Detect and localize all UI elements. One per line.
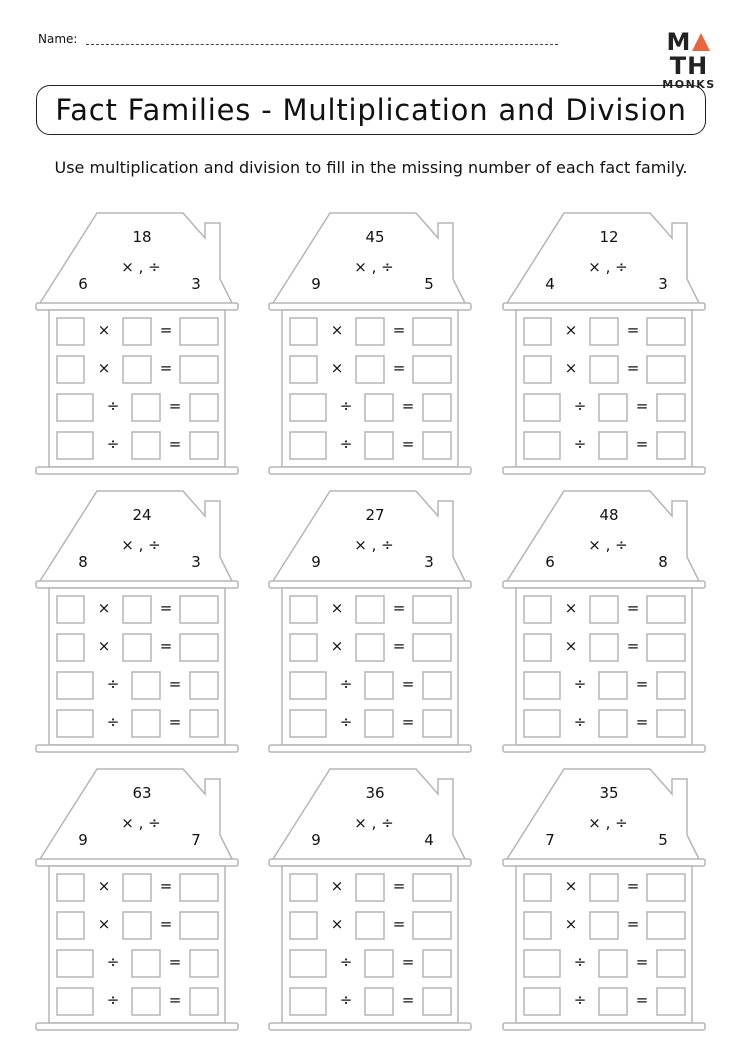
answer-box[interactable]	[290, 874, 317, 901]
name-label: Name:	[38, 32, 78, 46]
factor-left: 9	[311, 553, 321, 571]
answer-box[interactable]	[423, 710, 451, 737]
times-sign: ×	[564, 637, 578, 655]
equals-sign: =	[168, 991, 182, 1009]
answer-box[interactable]	[290, 596, 317, 623]
answer-box[interactable]	[57, 634, 84, 661]
divide-sign: ÷	[106, 953, 120, 971]
divide-sign: ÷	[339, 675, 353, 693]
product-number: 36	[365, 784, 385, 802]
operations-label: × , ÷	[588, 536, 628, 554]
answer-box[interactable]	[599, 710, 627, 737]
answer-box[interactable]	[132, 710, 160, 737]
operations-label: × , ÷	[354, 536, 394, 554]
factor-right: 3	[424, 553, 434, 571]
equals-sign: =	[401, 675, 415, 693]
times-sign: ×	[330, 359, 344, 377]
factor-left: 8	[78, 553, 88, 571]
answer-box[interactable]	[123, 912, 151, 939]
operations-label: × , ÷	[588, 258, 628, 276]
house-outline	[233, 756, 473, 1036]
divide-sign: ÷	[573, 675, 587, 693]
divide-sign: ÷	[106, 675, 120, 693]
answer-box[interactable]	[190, 950, 218, 977]
times-sign: ×	[564, 877, 578, 895]
name-input-line[interactable]	[86, 44, 558, 45]
answer-box[interactable]	[647, 634, 685, 661]
divide-sign: ÷	[573, 435, 587, 453]
times-sign: ×	[564, 599, 578, 617]
answer-box[interactable]	[290, 318, 317, 345]
times-sign: ×	[330, 599, 344, 617]
answer-box[interactable]	[599, 672, 627, 699]
divide-sign: ÷	[106, 435, 120, 453]
answer-box[interactable]	[423, 988, 451, 1015]
answer-box[interactable]	[123, 596, 151, 623]
equals-sign: =	[168, 397, 182, 415]
answer-box[interactable]	[180, 318, 218, 345]
divide-sign: ÷	[339, 991, 353, 1009]
divide-sign: ÷	[573, 397, 587, 415]
equals-sign: =	[168, 435, 182, 453]
factor-left: 4	[545, 275, 555, 293]
equals-sign: =	[392, 637, 406, 655]
answer-box[interactable]	[356, 912, 384, 939]
answer-box[interactable]	[524, 318, 551, 345]
divide-sign: ÷	[573, 953, 587, 971]
answer-box[interactable]	[524, 988, 560, 1015]
fact-family-house	[233, 756, 473, 1036]
product-number: 63	[132, 784, 152, 802]
answer-box[interactable]	[290, 912, 317, 939]
factor-right: 3	[191, 553, 201, 571]
fact-family-house	[0, 478, 240, 758]
answer-box[interactable]	[290, 356, 317, 383]
answer-box[interactable]	[132, 950, 160, 977]
answer-box[interactable]	[180, 634, 218, 661]
equals-sign: =	[159, 359, 173, 377]
answer-box[interactable]	[524, 672, 560, 699]
equals-sign: =	[392, 877, 406, 895]
answer-box[interactable]	[524, 394, 560, 421]
divide-sign: ÷	[339, 953, 353, 971]
equals-sign: =	[626, 637, 640, 655]
answer-box[interactable]	[356, 874, 384, 901]
answer-box[interactable]	[413, 634, 451, 661]
answer-box[interactable]	[57, 988, 93, 1015]
fact-family-house	[233, 200, 473, 480]
answer-box[interactable]	[365, 950, 393, 977]
equals-sign: =	[635, 991, 649, 1009]
equals-sign: =	[392, 359, 406, 377]
product-number: 12	[599, 228, 619, 246]
equals-sign: =	[401, 397, 415, 415]
equals-sign: =	[635, 713, 649, 731]
equals-sign: =	[626, 915, 640, 933]
equals-sign: =	[401, 991, 415, 1009]
answer-box[interactable]	[599, 988, 627, 1015]
equals-sign: =	[635, 953, 649, 971]
divide-sign: ÷	[339, 435, 353, 453]
answer-box[interactable]	[365, 432, 393, 459]
factor-left: 6	[545, 553, 555, 571]
answer-box[interactable]	[290, 432, 326, 459]
answer-box[interactable]	[290, 394, 326, 421]
answer-box[interactable]	[356, 356, 384, 383]
times-sign: ×	[97, 359, 111, 377]
answer-box[interactable]	[123, 634, 151, 661]
answer-box[interactable]	[57, 874, 84, 901]
equals-sign: =	[401, 953, 415, 971]
times-sign: ×	[330, 877, 344, 895]
answer-box[interactable]	[524, 356, 551, 383]
equals-sign: =	[159, 637, 173, 655]
answer-box[interactable]	[590, 318, 618, 345]
answer-box[interactable]	[590, 634, 618, 661]
answer-box[interactable]	[132, 394, 160, 421]
answer-box[interactable]	[647, 912, 685, 939]
equals-sign: =	[159, 915, 173, 933]
answer-box[interactable]	[57, 596, 84, 623]
answer-box[interactable]	[647, 874, 685, 901]
equals-sign: =	[635, 675, 649, 693]
answer-box[interactable]	[356, 318, 384, 345]
times-sign: ×	[97, 915, 111, 933]
equals-sign: =	[401, 713, 415, 731]
answer-box[interactable]	[599, 950, 627, 977]
answer-box[interactable]	[647, 318, 685, 345]
answer-box[interactable]	[365, 988, 393, 1015]
answer-box[interactable]	[657, 394, 685, 421]
answer-box[interactable]	[290, 672, 326, 699]
equals-sign: =	[168, 713, 182, 731]
divide-sign: ÷	[339, 713, 353, 731]
factor-right: 4	[424, 831, 434, 849]
answer-box[interactable]	[365, 394, 393, 421]
instructions: Use multiplication and division to fill in the missing number of each fact family.	[54, 158, 688, 177]
product-number: 24	[132, 506, 152, 524]
operations-label: × , ÷	[121, 258, 161, 276]
product-number: 27	[365, 506, 385, 524]
answer-box[interactable]	[657, 432, 685, 459]
times-sign: ×	[330, 321, 344, 339]
answer-box[interactable]	[657, 988, 685, 1015]
answer-box[interactable]	[599, 394, 627, 421]
answer-box[interactable]	[290, 988, 326, 1015]
answer-box[interactable]	[132, 432, 160, 459]
divide-sign: ÷	[106, 991, 120, 1009]
times-sign: ×	[97, 599, 111, 617]
factor-left: 9	[311, 831, 321, 849]
answer-box[interactable]	[132, 988, 160, 1015]
house-outline	[467, 478, 707, 758]
equals-sign: =	[626, 877, 640, 895]
math-monks-logo: MTH MONKS	[662, 28, 716, 91]
fact-family-house	[467, 478, 707, 758]
house-outline	[467, 200, 707, 480]
answer-box[interactable]	[57, 394, 93, 421]
answer-box[interactable]	[180, 356, 218, 383]
answer-box[interactable]	[423, 672, 451, 699]
answer-box[interactable]	[413, 874, 451, 901]
answer-box[interactable]	[57, 672, 93, 699]
divide-sign: ÷	[106, 713, 120, 731]
equals-sign: =	[626, 599, 640, 617]
answer-box[interactable]	[123, 874, 151, 901]
equals-sign: =	[168, 675, 182, 693]
answer-box[interactable]	[413, 356, 451, 383]
answer-box[interactable]	[180, 874, 218, 901]
answer-box[interactable]	[590, 912, 618, 939]
factor-left: 6	[78, 275, 88, 293]
equals-sign: =	[635, 397, 649, 415]
equals-sign: =	[626, 359, 640, 377]
answer-box[interactable]	[524, 432, 560, 459]
answer-box[interactable]	[524, 710, 560, 737]
times-sign: ×	[564, 915, 578, 933]
answer-box[interactable]	[413, 912, 451, 939]
answer-box[interactable]	[647, 596, 685, 623]
answer-box[interactable]	[180, 596, 218, 623]
operations-label: × , ÷	[121, 814, 161, 832]
times-sign: ×	[564, 321, 578, 339]
times-sign: ×	[97, 877, 111, 895]
answer-box[interactable]	[423, 432, 451, 459]
answer-box[interactable]	[57, 318, 84, 345]
answer-box[interactable]	[123, 318, 151, 345]
answer-box[interactable]	[57, 356, 84, 383]
product-number: 35	[599, 784, 619, 802]
answer-box[interactable]	[423, 394, 451, 421]
times-sign: ×	[330, 637, 344, 655]
answer-box[interactable]	[647, 356, 685, 383]
house-outline	[0, 756, 240, 1036]
house-outline	[0, 200, 240, 480]
answer-box[interactable]	[190, 710, 218, 737]
answer-box[interactable]	[180, 912, 218, 939]
answer-box[interactable]	[524, 634, 551, 661]
equals-sign: =	[159, 321, 173, 339]
equals-sign: =	[168, 953, 182, 971]
answer-box[interactable]	[590, 356, 618, 383]
factor-right: 3	[191, 275, 201, 293]
equals-sign: =	[392, 599, 406, 617]
answer-box[interactable]	[190, 394, 218, 421]
answer-box[interactable]	[190, 432, 218, 459]
operations-label: × , ÷	[354, 814, 394, 832]
answer-box[interactable]	[657, 950, 685, 977]
equals-sign: =	[392, 321, 406, 339]
divide-sign: ÷	[573, 713, 587, 731]
fact-family-house	[467, 200, 707, 480]
factor-right: 8	[658, 553, 668, 571]
house-outline	[233, 200, 473, 480]
answer-box[interactable]	[423, 950, 451, 977]
times-sign: ×	[97, 321, 111, 339]
answer-box[interactable]	[524, 950, 560, 977]
answer-box[interactable]	[524, 874, 551, 901]
times-sign: ×	[97, 637, 111, 655]
divide-sign: ÷	[573, 991, 587, 1009]
house-outline	[233, 478, 473, 758]
operations-label: × , ÷	[588, 814, 628, 832]
answer-box[interactable]	[123, 356, 151, 383]
equals-sign: =	[159, 599, 173, 617]
equals-sign: =	[626, 321, 640, 339]
answer-box[interactable]	[57, 710, 93, 737]
answer-box[interactable]	[290, 710, 326, 737]
answer-box[interactable]	[356, 596, 384, 623]
fact-family-house	[0, 200, 240, 480]
answer-box[interactable]	[190, 672, 218, 699]
equals-sign: =	[635, 435, 649, 453]
house-outline	[467, 756, 707, 1036]
operations-label: × , ÷	[121, 536, 161, 554]
fact-family-house	[0, 756, 240, 1036]
answer-box[interactable]	[57, 432, 93, 459]
answer-box[interactable]	[290, 950, 326, 977]
answer-box[interactable]	[524, 912, 551, 939]
answer-box[interactable]	[365, 710, 393, 737]
fact-family-house	[467, 756, 707, 1036]
fact-family-house	[233, 478, 473, 758]
divide-sign: ÷	[339, 397, 353, 415]
equals-sign: =	[401, 435, 415, 453]
product-number: 45	[365, 228, 385, 246]
house-outline	[0, 478, 240, 758]
answer-box[interactable]	[413, 318, 451, 345]
factor-right: 3	[658, 275, 668, 293]
equals-sign: =	[159, 877, 173, 895]
answer-box[interactable]	[290, 634, 317, 661]
factor-left: 7	[545, 831, 555, 849]
operations-label: × , ÷	[354, 258, 394, 276]
answer-box[interactable]	[132, 672, 160, 699]
factor-right: 5	[658, 831, 668, 849]
factor-left: 9	[311, 275, 321, 293]
factor-right: 7	[191, 831, 201, 849]
answer-box[interactable]	[57, 912, 84, 939]
answer-box[interactable]	[599, 432, 627, 459]
answer-box[interactable]	[365, 672, 393, 699]
answer-box[interactable]	[190, 988, 218, 1015]
times-sign: ×	[330, 915, 344, 933]
answer-box[interactable]	[590, 874, 618, 901]
answer-box[interactable]	[524, 596, 551, 623]
product-number: 18	[132, 228, 152, 246]
answer-box[interactable]	[356, 634, 384, 661]
factor-left: 9	[78, 831, 88, 849]
factor-right: 5	[424, 275, 434, 293]
divide-sign: ÷	[106, 397, 120, 415]
answer-box[interactable]	[657, 672, 685, 699]
answer-box[interactable]	[57, 950, 93, 977]
logo-triangle-icon	[692, 33, 710, 51]
times-sign: ×	[564, 359, 578, 377]
worksheet-title: Fact Families - Multiplication and Division	[36, 85, 706, 135]
answer-box[interactable]	[413, 596, 451, 623]
product-number: 48	[599, 506, 619, 524]
answer-box[interactable]	[590, 596, 618, 623]
answer-box[interactable]	[657, 710, 685, 737]
equals-sign: =	[392, 915, 406, 933]
